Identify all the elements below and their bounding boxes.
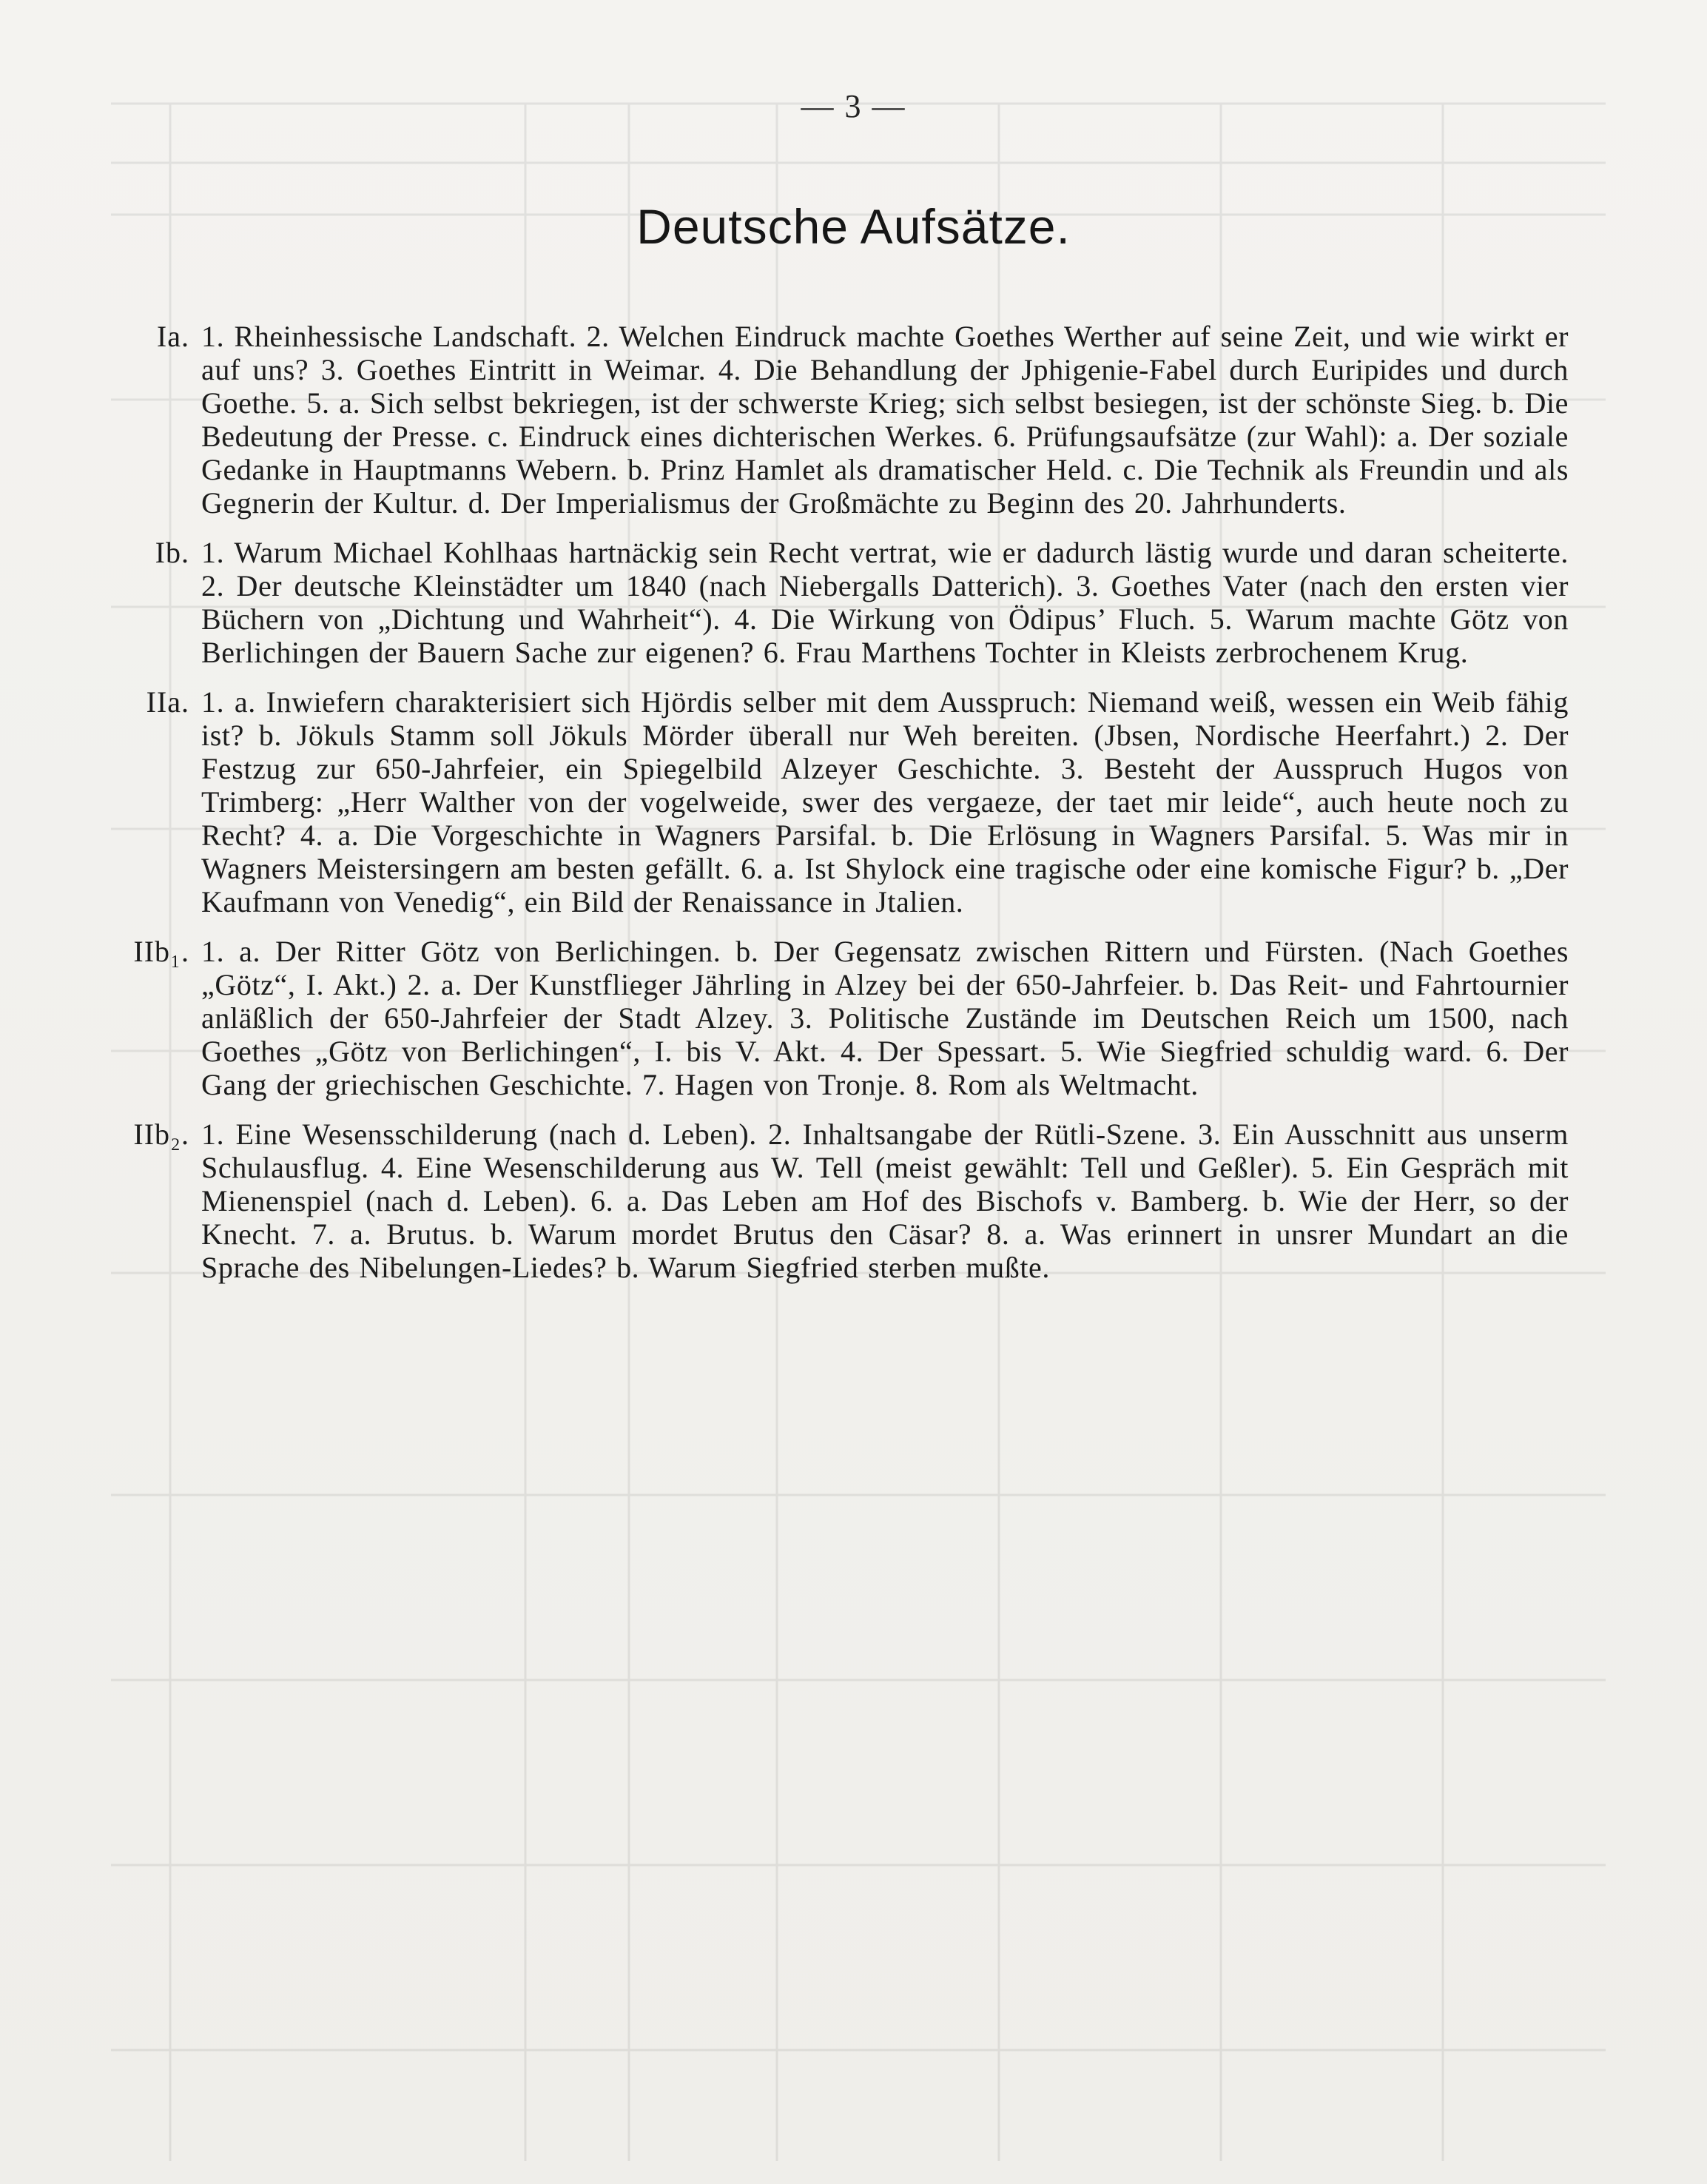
essay-topics: 1. a. Inwiefern charakterisiert sich Hjördis selber mit dem Ausspruch: Niemand weiß, wessen ein Weib fähig ist? b. Jökuls Stamm soll Jökuls Mörder überall nur Weh bereiten. (Jbsen, Nordische Heerfahrt.) 2. Der Festzug zur 650-Jahrfeier, ein Spiegelbild Alzeyer Geschichte. 3. Besteht der Ausspruch Hugos von Trimberg: „Herr Walther von der vogelweide, swer des vergaeze, der taet mir leide“, auch heute noch zu Recht? 4. a. Die Vorgeschichte in Wagners Parsifal. b. Die Erlösung in Wagners Parsifal. 5. Was mir in Wagners Meistersingern am besten gefällt. 6. a. Ist Shylock eine tragische oder eine komische Figur? b. „Der Kaufmann von Venedig“, ein Bild der Renaissance in Jtalien. bbox=[201, 685, 1569, 918]
essay-topics: 1. Eine Wesensschilderung (nach d. Leben). 2. Inhaltsangabe der Rütli-Szene. 3. Ein Ausschnitt aus unserm Schulausflug. 4. Eine Wesenschilderung aus W. Tell (meist gewählt: Tell und Geßler). 5. Ein Gespräch mit Mienenspiel (nach d. Leben). 6. a. Das Leben am Hof des Bischofs v. Bamberg. b. Wie der Herr, so der Knecht. 7. a. Brutus. b. Warum mordet Brutus den Cäsar? 8. a. Was erinnert in unsrer Mundart an die Sprache des Nibelungen-Liedes? b. Warum Siegfried sterben mußte. bbox=[201, 1118, 1569, 1284]
essay-topics: 1. a. Der Ritter Götz von Berlichingen. b. Der Gegensatz zwischen Rittern und Fürsten. (Nach Goethes „Götz“, I. Akt.) 2. a. Der Kunstflieger Jährling in Alzey bei der 650-Jahrfeier. b. Das Reit- und Fahrtournier anläßlich der 650-Jahrfeier der Stadt Alzey. 3. Politische Zustände im Deutschen Reich um 1500, nach Goethes „Götz von Berlichingen“, I. bis V. Akt. 4. Der Spessart. 5. Wie Siegfried schuldig ward. 6. Der Gang der griechischen Geschichte. 7. Hagen von Tronje. 8. Rom als Weltmacht. bbox=[201, 935, 1569, 1101]
class-section-iia bbox=[118, 685, 1569, 918]
class-section-ib bbox=[118, 536, 1569, 669]
class-section-iib2 bbox=[118, 1118, 1569, 1284]
class-label: IIb₁. bbox=[133, 935, 189, 968]
essay-topics: 1. Rheinhessische Landschaft. 2. Welchen Eindruck machte Goethes Werther auf seine Zeit, und wie wirkt er auf uns? 3. Goethes Eintritt in Weimar. 4. Die Behandlung der Jphigenie-Fabel durch Euripides und durch Goethe. 5. a. Sich selbst bekriegen, ist der schwerste Krieg; sich selbst besiegen, ist der schönste Sieg. b. Die Bedeutung der Presse. c. Eindruck eines dichterischen Werkes. 6. Prüfungsaufsätze (zur Wahl): a. Der soziale Gedanke in Hauptmanns Webern. b. Prinz Hamlet als dramatischer Held. c. Die Technik als Freundin und als Gegnerin der Kultur. d. Der Imperialismus der Großmächte zu Beginn des 20. Jahrhunderts. bbox=[201, 320, 1569, 520]
page-title: Deutsche Aufsätze. bbox=[636, 199, 1071, 254]
essay-topics: 1. Warum Michael Kohlhaas hartnäckig sein Recht vertrat, wie er dadurch lästig wurde und daran scheiterte. 2. Der deutsche Kleinstädter um 1840 (nach Niebergalls Datterich). 3. Goethes Vater (nach den ersten vier Büchern von „Dichtung und Wahrheit“). 4. Die Wirkung von Ödipus’ Fluch. 5. Warum machte Götz von Berlichingen der Bauern Sache zur eigenen? 6. Frau Marthens Tochter in Kleists zerbrochenem Krug. bbox=[201, 536, 1569, 669]
essay-topic-list bbox=[118, 320, 1569, 1300]
class-section-iib1 bbox=[118, 935, 1569, 1101]
class-label: IIb₂. bbox=[133, 1118, 189, 1151]
page-number: — 3 — bbox=[801, 88, 906, 124]
class-label: Ib. bbox=[155, 536, 189, 569]
class-label: IIa. bbox=[146, 685, 189, 719]
class-section-ia bbox=[118, 320, 1569, 520]
class-label: Ia. bbox=[156, 320, 189, 353]
